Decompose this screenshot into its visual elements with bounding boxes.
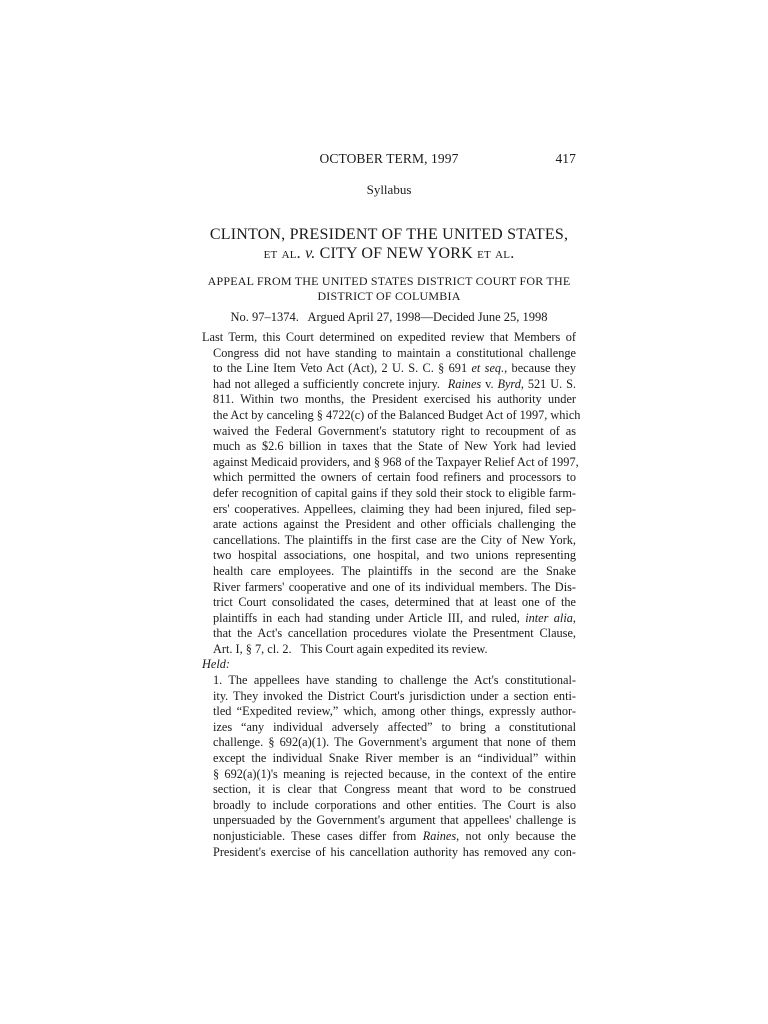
text-line: that the Act's cancellation procedures violate the Presentment Clause, bbox=[213, 626, 576, 641]
text-run: nonjusticiable. These cases differ from bbox=[213, 829, 423, 843]
docket-line: No. 97–1374. Argued April 27, 1998—Decided June 25, 1998 bbox=[230, 310, 548, 324]
text-line bbox=[202, 361, 576, 377]
text-line: which permitted the owners of certain food refiners and processors to bbox=[213, 470, 576, 485]
text-line: 811. Within two months, the President exercised his authority under bbox=[213, 392, 576, 407]
case-name-byrd: Byrd bbox=[497, 376, 521, 391]
text-line: against Medicaid providers, and § 968 of the Taxpayer Relief Act of 1997, bbox=[213, 454, 579, 469]
running-head bbox=[202, 151, 576, 169]
case-name-raines: Raines bbox=[422, 829, 457, 843]
text-line: tled “Expedited review,” which, among other things, expressly author- bbox=[213, 704, 576, 719]
text-line: River farmers' cooperative and one of its individual members. The Dis- bbox=[213, 579, 576, 594]
appeal-heading bbox=[202, 274, 576, 303]
text-line: much as $2.6 billion in taxes that the State of New York had levied bbox=[213, 439, 576, 454]
text-run: , not only because the bbox=[456, 829, 576, 843]
text-run: plaintiffs in each had standing under Article III, and ruled, bbox=[213, 610, 526, 625]
text-line: section, it is clear that Congress meant that word to be construed bbox=[213, 782, 576, 797]
text-line: two hospital associations, one hospital, and two unions representing bbox=[213, 548, 576, 563]
section-label: Syllabus bbox=[366, 182, 412, 197]
text-run: , because they bbox=[504, 361, 576, 376]
text-line: Last Term, this Court determined on expedited review that Members of bbox=[202, 330, 576, 344]
page-number: 417 bbox=[555, 151, 576, 166]
appeal-line-2: DISTRICT OF COLUMBIA bbox=[317, 288, 461, 303]
case-caption bbox=[202, 225, 576, 263]
term-heading: OCTOBER TERM, 1997 bbox=[319, 151, 459, 166]
text-line: health care employees. The plaintiffs in the second are the Snake bbox=[213, 563, 576, 578]
text-line bbox=[202, 829, 576, 845]
text-line: ity. They invoked the District Court's jurisdiction under a section enti- bbox=[213, 688, 576, 703]
text-line: cancellations. The plaintiffs in the first case are the City of New York, bbox=[213, 532, 576, 547]
text-line: Art. I, § 7, cl. 2. This Court again expedited its review. bbox=[213, 641, 488, 656]
text-line: challenge. § 692(a)(1). The Government's argument that none of them bbox=[213, 735, 576, 750]
caption-et-al-1: et al. bbox=[263, 245, 301, 262]
caption-et-al-2: et al. bbox=[477, 245, 515, 262]
syllabus-body bbox=[202, 330, 581, 860]
text-line: unpersuaded by the Government's argument that appellees' challenge is bbox=[213, 813, 576, 828]
text-line bbox=[202, 611, 576, 627]
caption-line-2 bbox=[202, 244, 576, 263]
text-line: President's exercise of his cancellation authority has removed any con- bbox=[213, 844, 576, 859]
text-run-italic: inter alia bbox=[525, 610, 573, 625]
caption-line-1: CLINTON, PRESIDENT OF THE UNITED STATES, bbox=[209, 226, 569, 243]
text-line: except the individual Snake River member is an “individual” within bbox=[213, 751, 576, 766]
caption-versus: v. bbox=[305, 245, 316, 262]
text-line: izes “any individual adversely affected” to bring a constitutional bbox=[213, 719, 576, 734]
text-line: waived the Federal Government's statutory right to recoupment of as bbox=[213, 423, 576, 438]
text-line: Congress did not have standing to maintain a constitutional challenge bbox=[213, 345, 576, 360]
text-line bbox=[202, 377, 576, 393]
text-line: trict Court consolidated the cases, determined that at least one of the bbox=[213, 595, 576, 610]
text-run: , bbox=[572, 610, 576, 625]
text-run: v. bbox=[481, 376, 498, 391]
text-run: , 521 U. S. bbox=[520, 376, 576, 391]
text-line: ers' cooperatives. Appellees, claiming they had been injured, filed sep- bbox=[213, 501, 576, 516]
appeal-line-1: APPEAL FROM THE UNITED STATES DISTRICT COURT FOR THE bbox=[207, 274, 571, 288]
text-line: defer recognition of capital gains if they sold their stock to eligible farm- bbox=[213, 485, 576, 500]
text-line: the Act by canceling § 4722(c) of the Balanced Budget Act of 1997, which bbox=[213, 407, 581, 422]
text-line: arate actions against the President and other officials challenging the bbox=[213, 517, 576, 532]
held-label: Held: bbox=[202, 657, 230, 672]
text-line: 1. The appellees have standing to challenge the Act's constitutional- bbox=[213, 673, 576, 688]
text-line: broadly to include corporations and other entities. The Court is also bbox=[213, 797, 576, 812]
case-name-raines: Raines bbox=[447, 376, 482, 391]
text-line: § 692(a)(1)'s meaning is rejected because, in the context of the entire bbox=[213, 766, 576, 781]
text-run-italic: et seq. bbox=[471, 361, 505, 376]
caption-respondent: CITY OF NEW YORK bbox=[319, 245, 473, 262]
text-run: to the Line Item Veto Act (Act), 2 U. S. C. § 691 bbox=[213, 361, 472, 376]
text-run: had not alleged a sufficiently concrete injury. bbox=[213, 376, 448, 391]
